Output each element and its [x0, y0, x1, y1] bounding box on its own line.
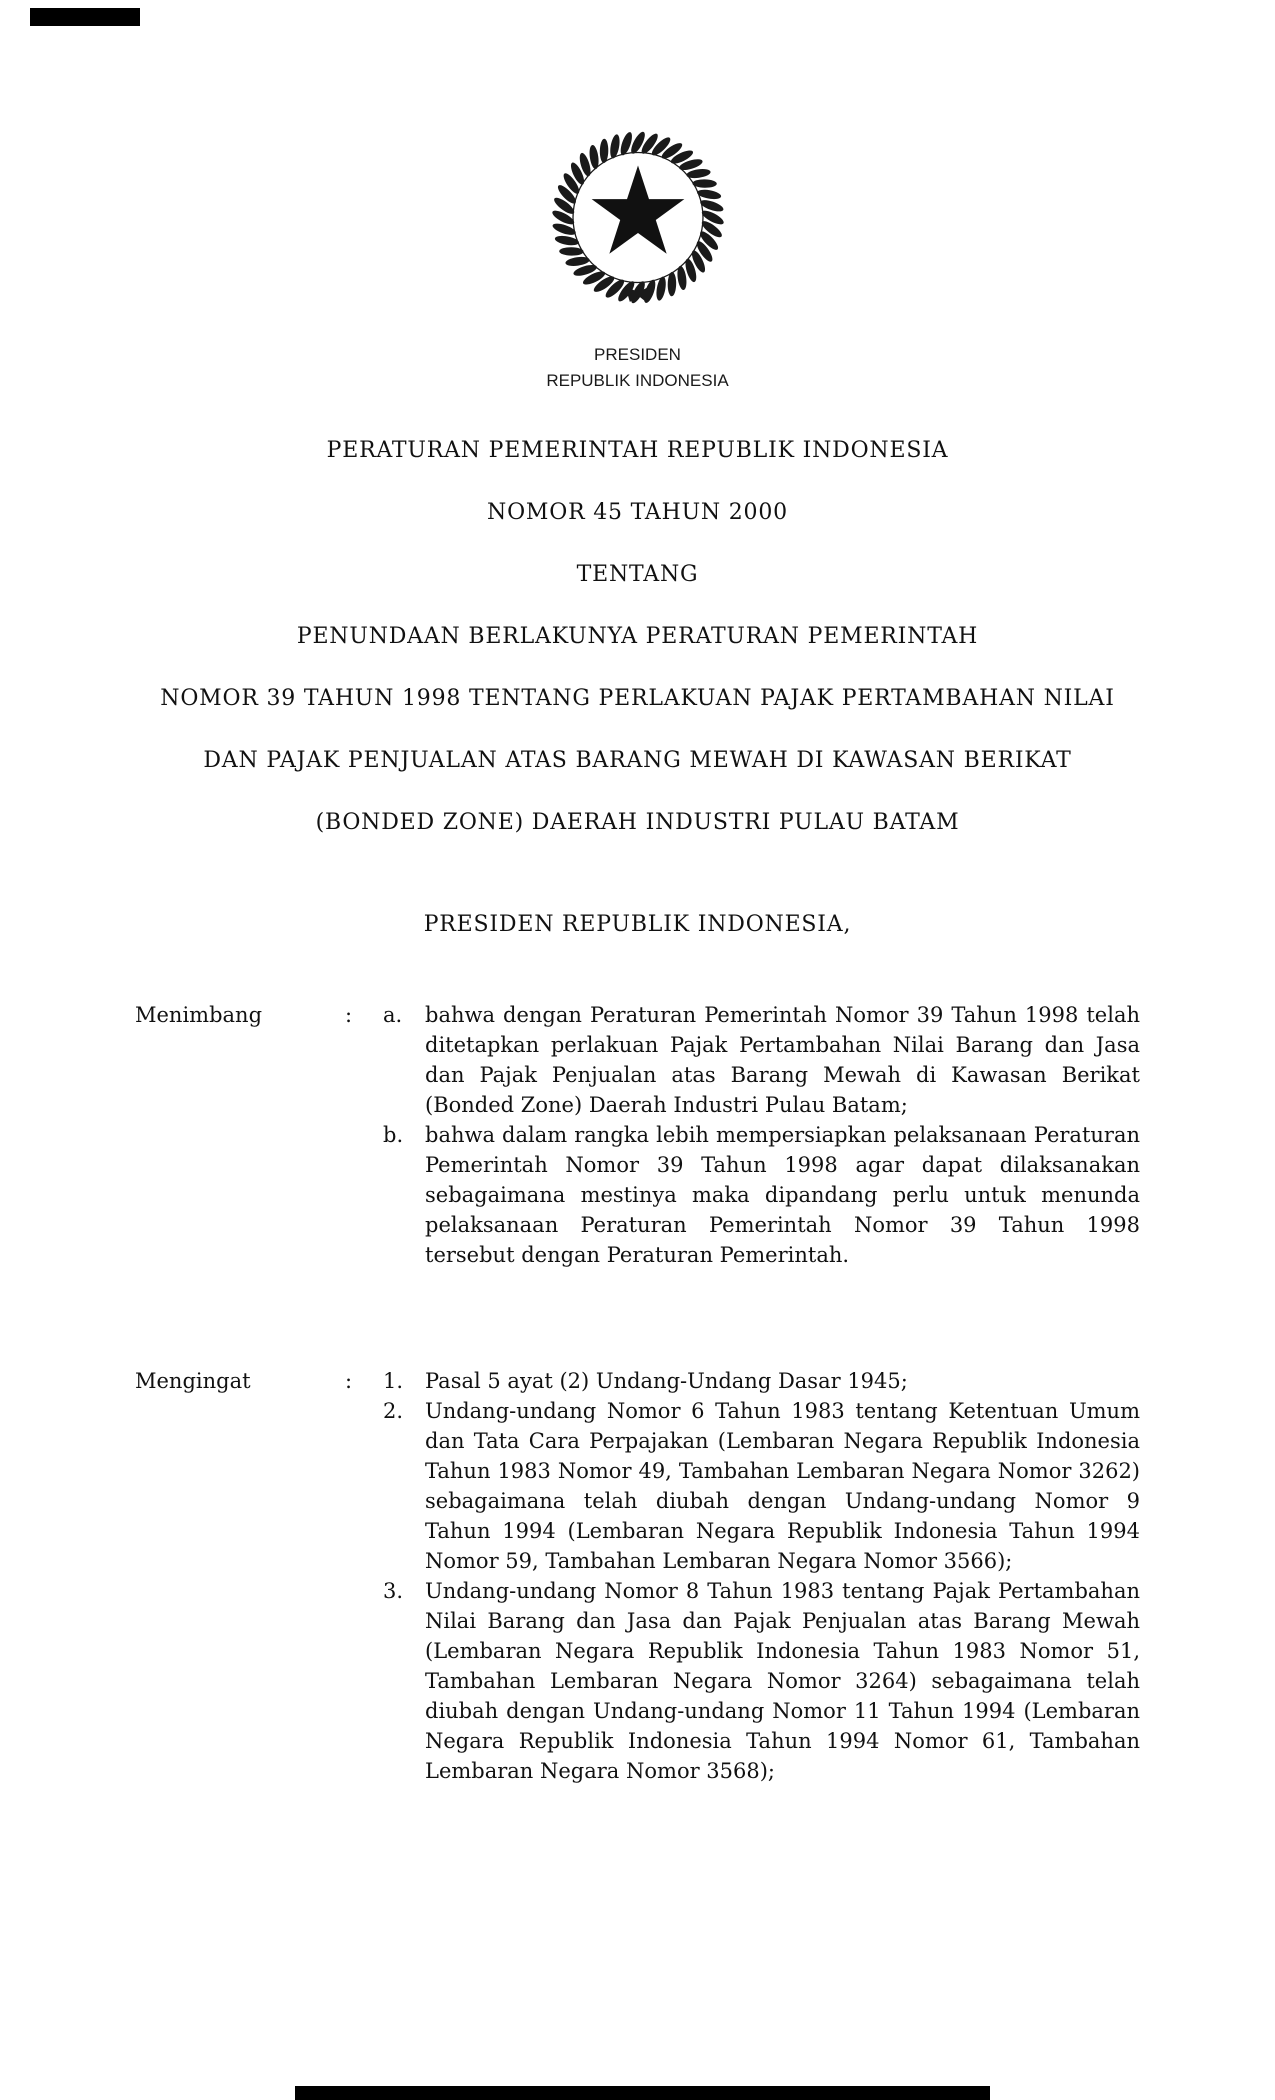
org-name: [0, 342, 1275, 394]
title-line: (BONDED ZONE) DAERAH INDUSTRI PULAU BATAM: [315, 810, 960, 835]
document-body: [135, 1000, 1140, 1786]
list-item: [383, 1120, 1140, 1270]
org-line-republik: REPUBLIK INDONESIA: [546, 371, 729, 390]
section-label: Menimbang: [135, 1003, 263, 1027]
section-colon: :: [345, 1369, 353, 1393]
list-item: [383, 1000, 1140, 1120]
item-marker: 1.: [383, 1369, 404, 1393]
regulation-title: [68, 438, 1207, 872]
section-items: [383, 1366, 1140, 1786]
title-line: NOMOR 45 TAHUN 2000: [487, 500, 788, 525]
list-item: [383, 1576, 1140, 1786]
section-mengingat: [135, 1366, 1140, 1786]
item-text: bahwa dalam rangka lebih mempersiapkan pelaksanaan Peraturan Pemerintah Nomor 39 Tahun 1998 agar dapat dilaksanakan sebagaimana mestinya maka dipandang perlu untuk menunda pelaksanaan Peraturan Pemerintah Nomor 39 Tahun 1998 tersebut dengan Peraturan Pemerintah.: [425, 1123, 1140, 1267]
item-text: Pasal 5 ayat (2) Undang-Undang Dasar 1945;: [425, 1369, 908, 1393]
title-line: DAN PAJAK PENJUALAN ATAS BARANG MEWAH DI KAWASAN BERIKAT: [203, 748, 1072, 773]
scan-artifact-top: [30, 8, 140, 26]
item-marker: b.: [383, 1123, 404, 1147]
section-colon: :: [345, 1003, 353, 1027]
section-items: [383, 1000, 1140, 1270]
org-line-presiden: PRESIDEN: [594, 345, 681, 364]
item-marker: 3.: [383, 1579, 404, 1603]
item-text: Undang-undang Nomor 6 Tahun 1983 tentang Ketentuan Umum dan Tata Cara Perpajakan (Lembaran Negara Republik Indonesia Tahun 1983 Nomor 49, Tambahan Lembaran Negara Nomor 3262) sebagaimana telah diubah dengan Undang-undang Nomor 9 Tahun 1994 (Lembaran Negara Republik Indonesia Tahun 1994 Nomor 59, Tambahan Lembaran Negara Nomor 3566);: [425, 1399, 1140, 1573]
section-label: Mengingat: [135, 1369, 251, 1393]
item-marker: a.: [383, 1003, 403, 1027]
list-item: [383, 1366, 1140, 1396]
section-menimbang: [135, 1000, 1140, 1270]
item-text: Undang-undang Nomor 8 Tahun 1983 tentang Pajak Pertambahan Nilai Barang dan Jasa dan Pajak Penjualan atas Barang Mewah (Lembaran Negara Republik Indonesia Tahun 1983 Nomor 51, Tambahan Lembaran Negara Nomor 3264) sebagaimana telah diubah dengan Undang-undang Nomor 11 Tahun 1994 (Lembaran Negara Republik Indonesia Tahun 1994 Nomor 61, Tambahan Lembaran Negara Nomor 3568);: [425, 1579, 1140, 1783]
title-line: NOMOR 39 TAHUN 1998 TENTANG PERLAKUAN PAJAK PERTAMBAHAN NILAI: [160, 686, 1115, 711]
item-text: bahwa dengan Peraturan Pemerintah Nomor 39 Tahun 1998 telah ditetapkan perlakuan Pajak Pertambahan Nilai Barang dan Jasa dan Pajak Penjualan atas Barang Mewah di Kawasan Berikat (Bonded Zone) Daerah Industri Pulau Batam;: [425, 1003, 1140, 1117]
scan-artifact-bottom: [295, 2086, 990, 2100]
star-wreath-emblem-icon: [540, 120, 735, 315]
title-line: PERATURAN PEMERINTAH REPUBLIK INDONESIA: [326, 438, 949, 463]
title-line: TENTANG: [576, 562, 699, 587]
list-item: [383, 1396, 1140, 1576]
item-marker: 2.: [383, 1399, 404, 1423]
title-line: PENUNDAAN BERLAKUNYA PERATURAN PEMERINTAH: [296, 624, 979, 649]
salutation: PRESIDEN REPUBLIK INDONESIA,: [423, 912, 852, 937]
